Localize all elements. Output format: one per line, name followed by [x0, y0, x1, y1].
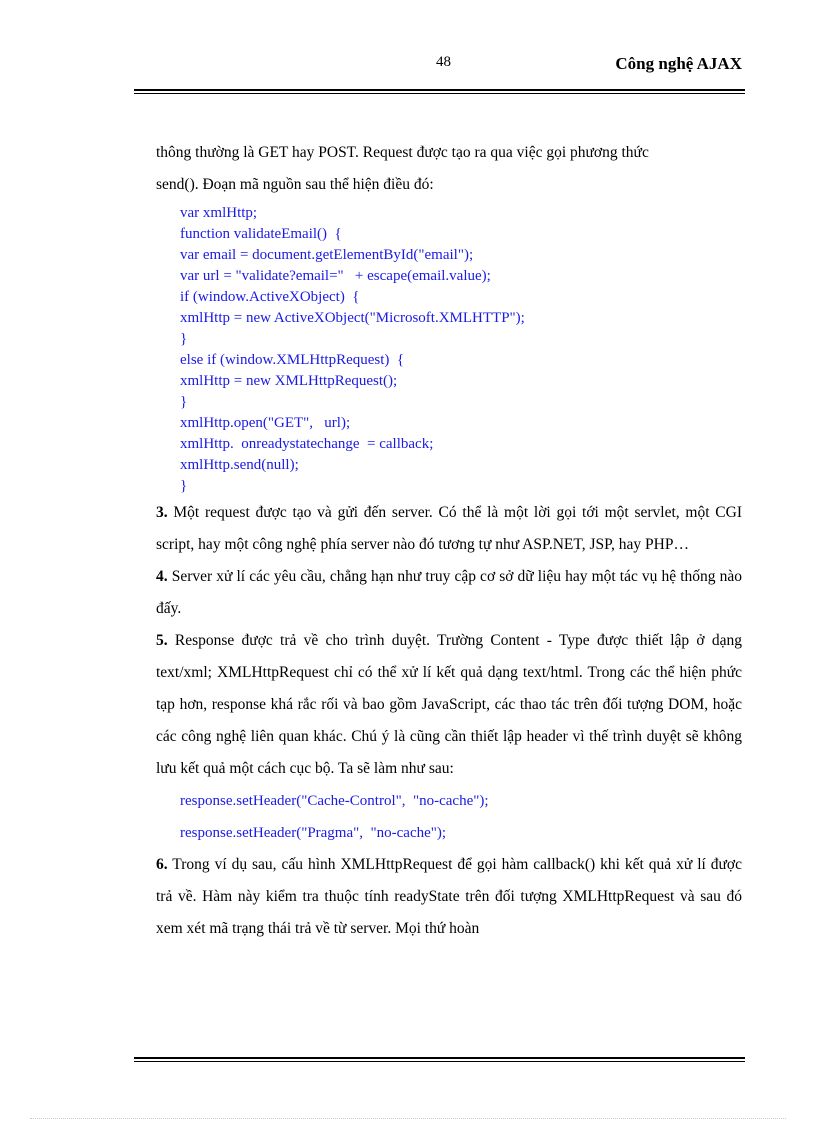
code-block [180, 203, 742, 497]
step-number: 6. [156, 856, 168, 873]
page-content [156, 137, 742, 945]
step-text: Một request được tạo và gửi đến server. Có thể là một lời gọi tới một servlet, một CGI script, hay một công nghệ phía server nào đó tương tự như ASP.NET, JSP, hay PHP… [156, 504, 742, 553]
step-4-paragraph [156, 561, 742, 625]
step-number: 4. [156, 568, 168, 585]
code-line: xmlHttp = new XMLHttpRequest(); [180, 373, 398, 389]
step-text: Response được trả về cho trình duyệt. Trường Content - Type được thiết lập ở dạng text/xml; XMLHttpRequest chỉ có thể xử lí kết quả dạng text/html. Trong các thể hiện phức tạp hơn, response khá rắc rối và bao gồm JavaScript, các thao tác trên đối tượng DOM, hoặc các công nghệ liên quan khác. Chú ý là cũng cần thiết lập header vì thế trình duyệt sẽ không lưu kết quả một cách cục bộ. Ta sẽ làm như sau: [156, 632, 743, 777]
intro-paragraph [156, 137, 742, 201]
header-code-line: response.setHeader("Pragma", "no-cache"); [180, 825, 447, 841]
header-code-line: response.setHeader("Cache-Control", "no-cache"); [180, 793, 489, 809]
intro-line-2: send(). Đoạn mã nguồn sau thể hiện điều đó: [156, 176, 434, 193]
running-title: Công nghệ AJAX [615, 54, 742, 73]
code-line: else if (window.XMLHttpRequest) { [180, 352, 405, 368]
code-line: } [180, 478, 188, 494]
code-line: function validateEmail() { [180, 226, 342, 242]
code-line: var xmlHttp; [180, 205, 258, 221]
code-line: var url = "validate?email=" + escape(email.value); [180, 268, 491, 284]
step-6-paragraph [156, 849, 742, 945]
code-line: xmlHttp. onreadystatechange = callback; [180, 436, 434, 452]
code-line: } [180, 331, 188, 347]
code-line: xmlHttp = new ActiveXObject("Microsoft.XMLHTTP"); [180, 310, 525, 326]
step-text: Server xử lí các yêu cầu, chẳng hạn như truy cập cơ sở dữ liệu hay một tác vụ hệ thống nào đấy. [156, 568, 742, 617]
step-number: 3. [156, 504, 168, 521]
code-line: var email = document.getElementById("email"); [180, 247, 474, 263]
code-line: if (window.ActiveXObject) { [180, 289, 360, 305]
page-number: 48 [436, 54, 451, 70]
step-number: 5. [156, 632, 168, 649]
step-5-paragraph [156, 625, 742, 785]
page-edge [30, 1118, 786, 1119]
footer-rule [134, 1057, 745, 1062]
code-line: xmlHttp.send(null); [180, 457, 299, 473]
header-rule [134, 89, 745, 94]
step-3-paragraph [156, 497, 742, 561]
intro-line-1: thông thường là GET hay POST. Request được tạo ra qua việc gọi phương thức [156, 144, 649, 161]
code-line: } [180, 394, 188, 410]
step-text: Trong ví dụ sau, cấu hình XMLHttpRequest để gọi hàm callback() khi kết quả xử lí được trả về. Hàm này kiểm tra thuộc tính readyState trên đối tượng XMLHttpRequest và sau đó xem xét mã trạng thái trả về từ server. Mọi thứ hoàn [156, 856, 742, 937]
code-line: xmlHttp.open("GET", url); [180, 415, 351, 431]
